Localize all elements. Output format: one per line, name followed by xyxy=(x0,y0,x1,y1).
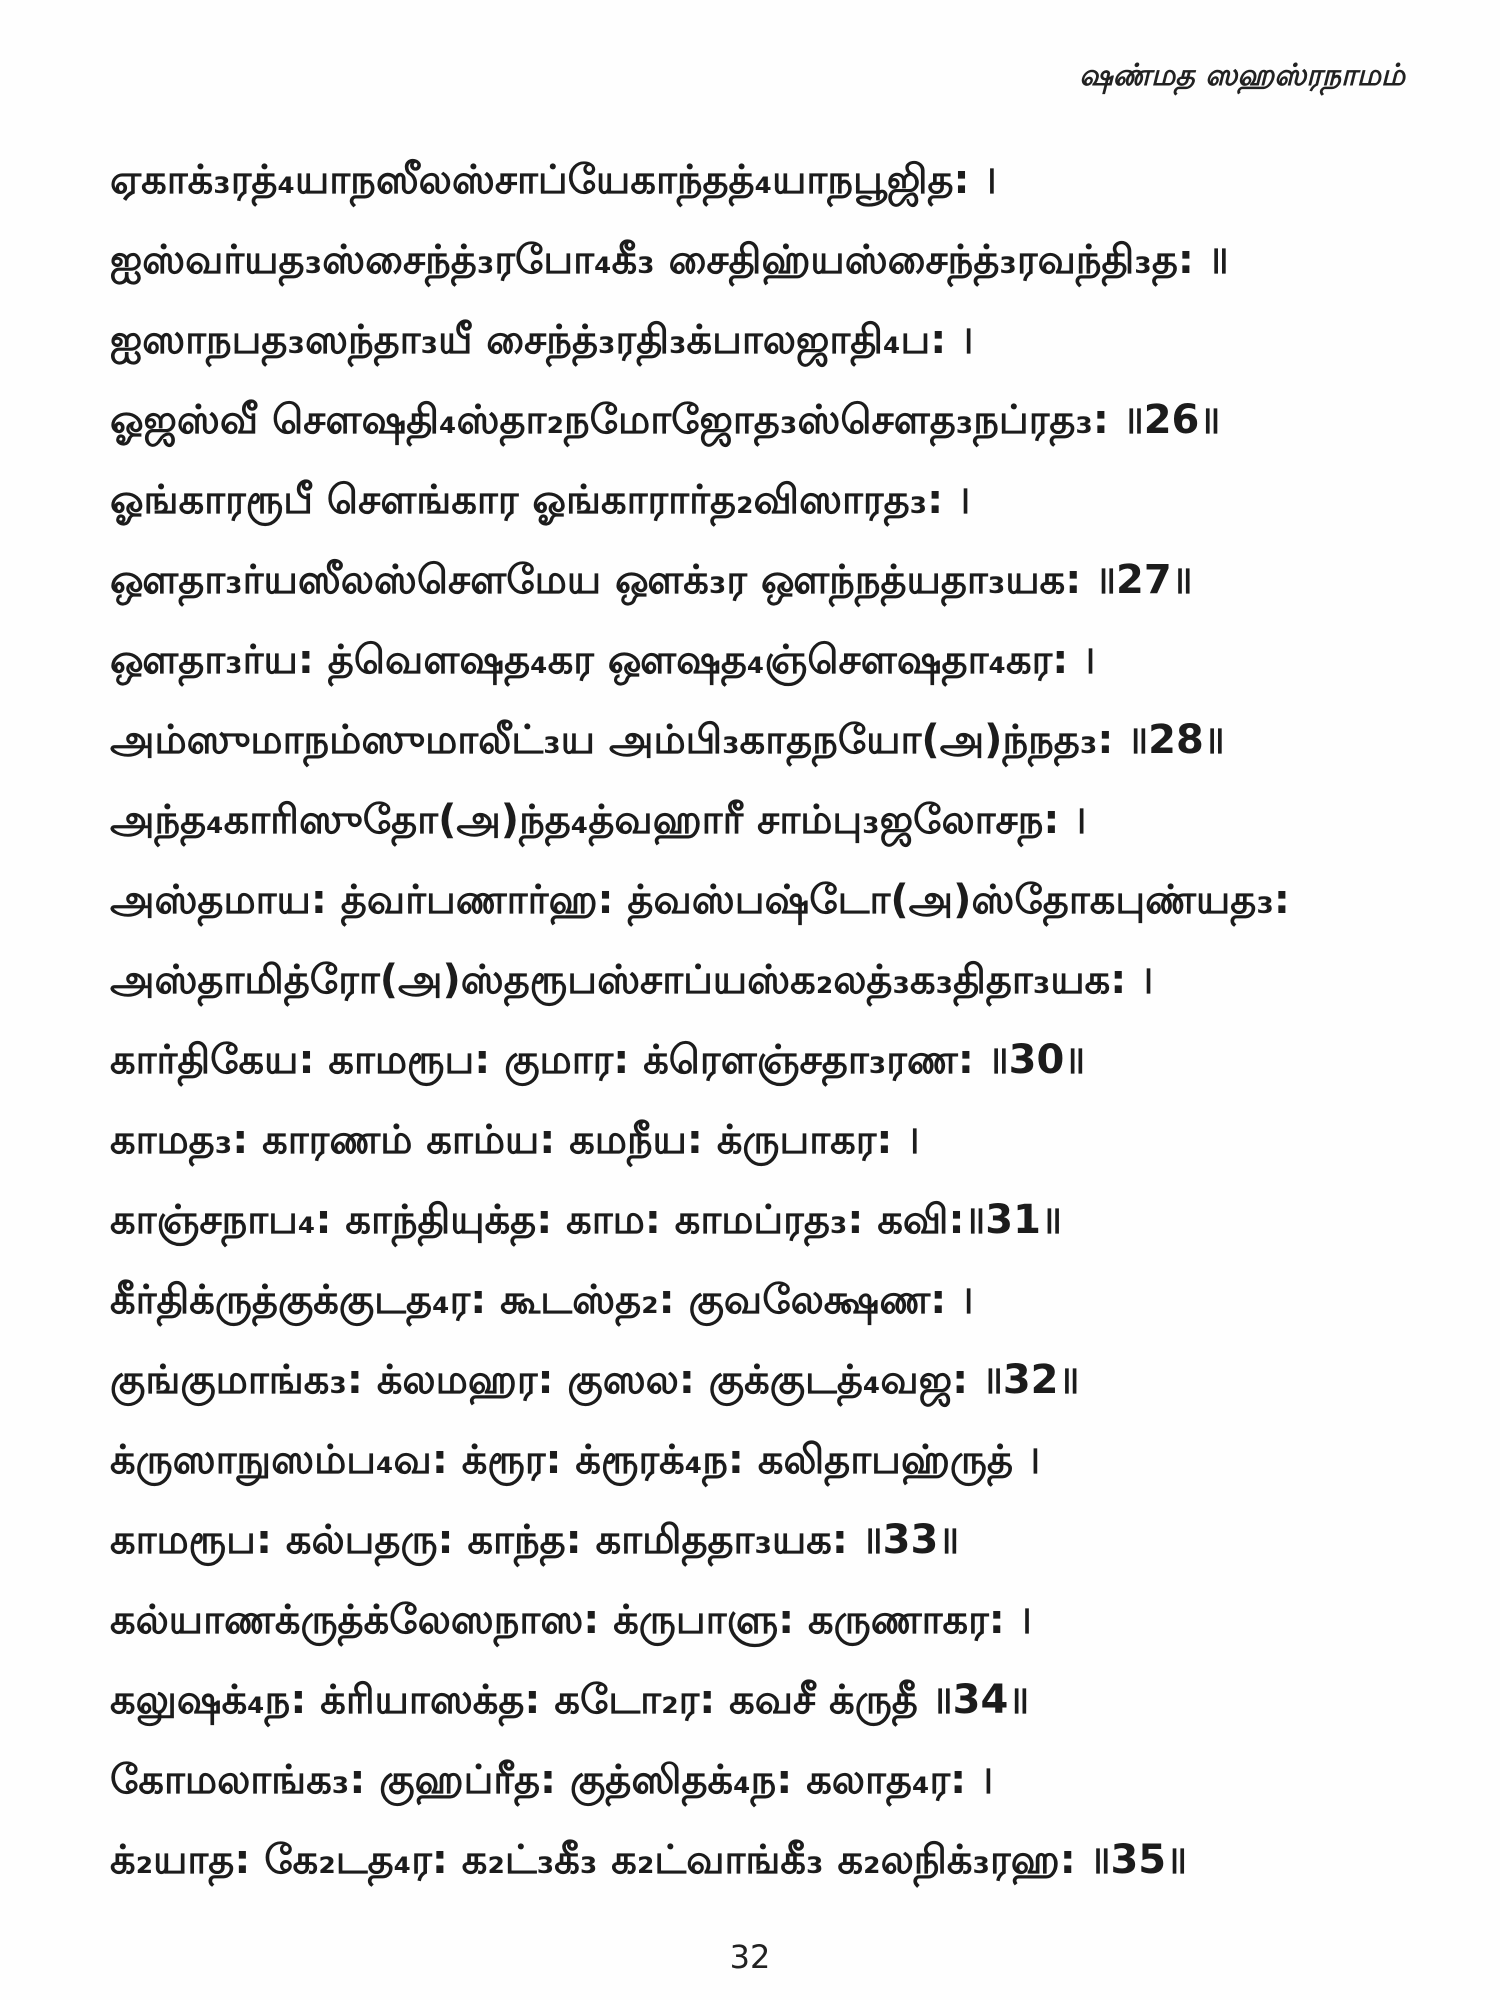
verse-line: அஸ்தாமித்ரோ(அ)ஸ்தரூபஸ்சாப்யஸ்க₂லத்₃க₃திதா₃யக꞉ । xyxy=(110,957,1154,1003)
verse-line: கார்திகேய꞉ காமரூப꞉ குமார꞉ க்ரௌஞ்சதா₃ரண꞉ ॥30॥ xyxy=(110,1037,1086,1083)
verse-line: க்₂யாத꞉ கே₂டத₄ர꞉ க₂ட்₃கீ₃ க₂ட்வாங்கீ₃ க₂லநிக்₃ரஹ꞉ ॥35॥ xyxy=(110,1837,1187,1883)
verse-line: க்ருஸாநுஸம்ப₄வ꞉ க்ரூர꞉ க்ரூரக்₄ந꞉ கலிதாபஹ்ருத் । xyxy=(110,1437,1041,1483)
verse-line: ஔதா₃ர்யஸீலஸ்சௌமேய ஔக்₃ர ஔந்நத்யதா₃யக꞉ ॥27॥ xyxy=(110,557,1193,603)
verse-line: குங்குமாங்க₃꞉ க்லமஹர꞉ குஸல꞉ குக்குடத்₄வஜ꞉ ॥32॥ xyxy=(110,1357,1080,1403)
verse-line: அம்ஸுமாநம்ஸுமாலீட்₃ய அம்பி₃காதநயோ(அ)ந்நத₃꞉ ॥28॥ xyxy=(110,717,1225,763)
verse-line: காமத₃꞉ காரணம் காம்ய꞉ கமநீய꞉ க்ருபாகர꞉ । xyxy=(110,1117,920,1163)
verse-line: காஞ்சநாப₄꞉ காந்தியுக்த꞉ காம꞉ காமப்ரத₃꞉ கவி꞉॥31॥ xyxy=(110,1197,1062,1243)
verse-list xyxy=(110,140,1410,1900)
verse-line: ஓஜஸ்வீ சௌஷதி₄ஸ்தா₂நமோஜோத₃ஸ்சௌத₃நப்ரத₃꞉ ॥26॥ xyxy=(110,397,1221,443)
page-number: 32 xyxy=(729,1938,771,1976)
verse-line: ஐஸாநபத₃ஸந்தா₃யீ சைந்த்₃ரதி₃க்பாலஜாதி₄ப꞉ । xyxy=(110,317,974,363)
verse-line: கலுஷக்₄ந꞉ க்ரியாஸக்த꞉ கடோ₂ர꞉ கவசீ க்ருதீ ॥34॥ xyxy=(110,1677,1030,1723)
verse-line: கீர்திக்ருத்குக்குடத₄ர꞉ கூடஸ்த₂꞉ குவலேக்ஷண꞉ । xyxy=(110,1277,974,1323)
verse-line: ஐஸ்வர்யத₃ஸ்சைந்த்₃ரபோ₄கீ₃ சைதிஹ்யஸ்சைந்த்₃ரவந்தி₃த꞉ ॥ xyxy=(110,237,1229,283)
verse-line: ஔதா₃ர்ய꞉ த்வௌஷத₄கர ஔஷத₄ஞ்சௌஷதா₄கர꞉ । xyxy=(110,637,1096,683)
verse-line: ஏகாக்₃ரத்₄யாநஸீலஸ்சாப்யேகாந்தத்₄யாநபூஜித꞉ । xyxy=(110,157,997,203)
verse-line: ஓங்காரரூபீ சௌங்கார ஓங்காரார்த₂விஸாரத₃꞉ । xyxy=(110,477,971,523)
verse-line: கல்யாணக்ருத்க்லேஸநாஸ꞉ க்ருபாளு꞉ கருணாகர꞉ । xyxy=(110,1597,1032,1643)
verse-line: கோமலாங்க₃꞉ குஹப்ரீத꞉ குத்ஸிதக்₄ந꞉ கலாத₄ர꞉ । xyxy=(110,1757,994,1803)
verse-line: அந்த₄காரிஸுதோ(அ)ந்த₄த்வஹாரீ சாம்பு₃ஜலோசந꞉ । xyxy=(110,797,1087,843)
verse-line: அஸ்தமாய꞉ த்வர்பணார்ஹ꞉ த்வஸ்பஷ்டோ(அ)ஸ்தோகபுண்யத₃꞉ xyxy=(110,877,1290,923)
verse-line: காமரூப꞉ கல்பதரு꞉ காந்த꞉ காமிததா₃யக꞉ ॥33॥ xyxy=(110,1517,960,1563)
running-header: ஷண்மத ஸஹஸ்ரநாமம் xyxy=(1079,58,1405,93)
